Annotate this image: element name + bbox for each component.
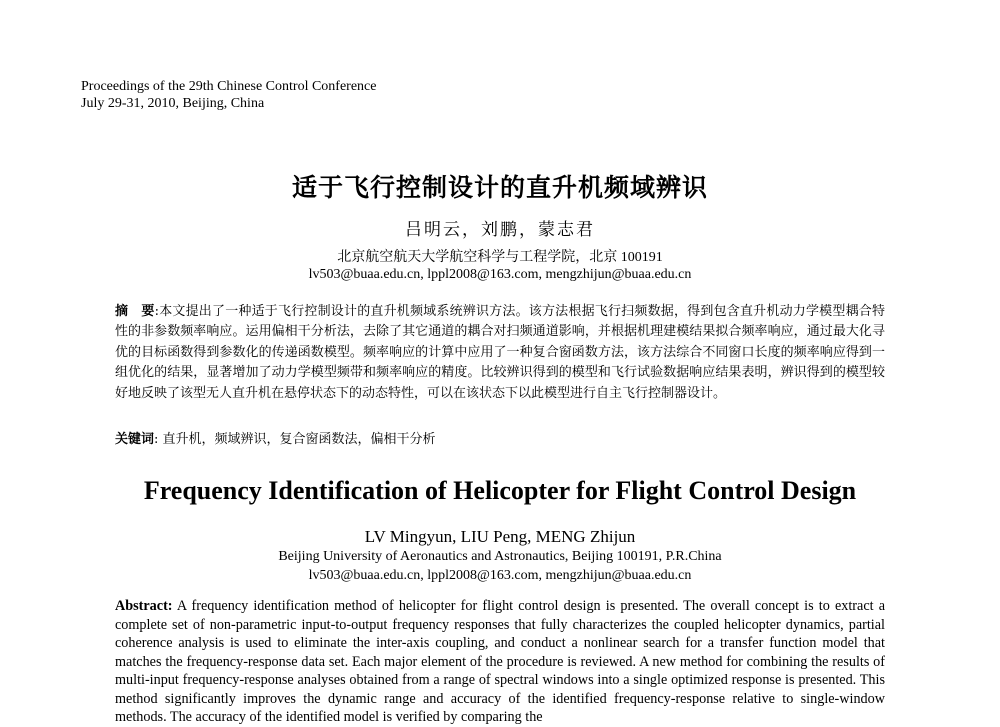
paper-title-chinese: 适于飞行控制设计的直升机频域辨识	[291, 173, 708, 202]
authors-english: LV Mingyun, LIU Peng, MENG Zhijun	[364, 527, 636, 546]
emails-chinese-section: lv503@buaa.edu.cn, lppl2008@163.com, mengzhijun@buaa.edu.cn	[308, 267, 692, 282]
proceedings-name: Proceedings of the 29th Chinese Control Conference	[81, 79, 377, 94]
abstract-english	[115, 597, 885, 727]
abstract-chinese	[115, 302, 885, 404]
proceedings-date-location: July 29-31, 2010, Beijing, China	[81, 96, 265, 111]
authors-chinese: 吕明云，刘鹏，蒙志君	[405, 220, 595, 240]
affiliation-english: Beijing University of Aeronautics and Astronautics, Beijing 100191, P.R.China	[278, 549, 722, 564]
keywords-chinese-label: 关键词	[115, 432, 155, 447]
abstract-english-text: A frequency identification method of helicopter for flight control design is presented. The overall concept is to extract a complete set of non-parametric input-to-output frequency responses that fully characterizes the coupled helicopter dynamics, partial coherence analysis is used to eliminate the inter-axis coupling, and conduct a nonlinear search for a transfer function model that matches the frequency-response data set. Each major element of the procedure is reviewed. A new method for combining the results of multi-input frequency-response analyses obtained from a range of spectral windows into a single optimized response is presented. This method significantly improves the dynamic range and accuracy of the identified frequency-response relative to single-window methods. The accuracy of the identified model is verified by comparing the	[115, 598, 885, 725]
emails-english-section: lv503@buaa.edu.cn, lppl2008@163.com, mengzhijun@buaa.edu.cn	[308, 568, 692, 583]
keywords-chinese	[115, 428, 885, 447]
paper-title-english: Frequency Identification of Helicopter for Flight Control Design	[143, 476, 857, 505]
abstract-chinese-label: 摘 要	[115, 304, 155, 319]
abstract-chinese-text: :本文提出了一种适于飞行控制设计的直升机频域系统辨识方法。该方法根据飞行扫频数据，得到包含直升机动力学模型耦合特性的非参数频率响应。运用偏相干分析法，去除了其它通道的耦合对扫频通道影响，并根据机理建模结果拟合频率响应，通过最大化寻优的目标函数得到参数化的传递函数模型。频率响应的计算中应用了一种复合窗函数方法，该方法综合不同窗口长度的频率响应得到一组优化的结果，显著增加了动力学模型频带和频率响应的精度。比较辨识得到的模型和飞行试验数据响应结果表明，辨识得到的模型较好地反映了该型无人直升机在悬停状态下的动态特性，可以在该状态下以此模型进行自主飞行控制器设计。	[115, 304, 885, 401]
proceedings-header	[81, 78, 376, 112]
abstract-english-label: Abstract:	[115, 598, 173, 614]
affiliation-chinese: 北京航空航天大学航空科学与工程学院，北京 100191	[337, 250, 663, 265]
keywords-chinese-text: : 直升机，频域辨识，复合窗函数法，偏相干分析	[154, 432, 436, 447]
